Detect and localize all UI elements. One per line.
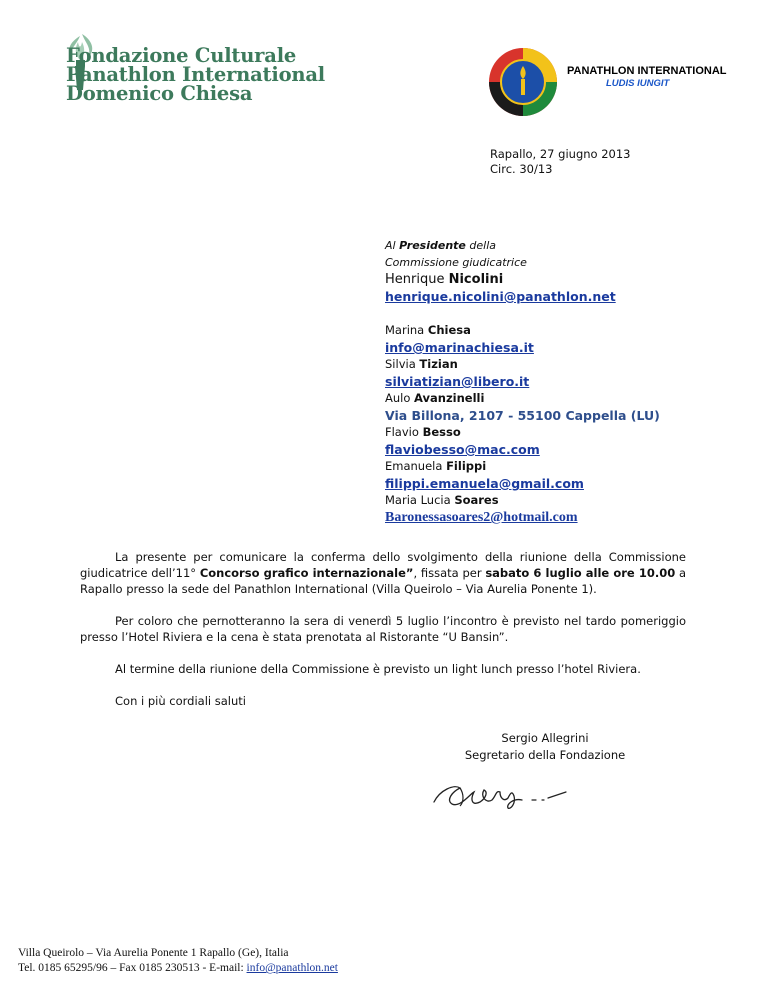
body-paragraph: Al termine della riunione della Commissione è previsto un light lunch presso l’hotel Riviera. xyxy=(115,662,641,676)
member-name: Emanuela Filippi xyxy=(385,459,487,473)
addressee-block xyxy=(385,237,660,529)
member-email-link[interactable]: filippi.emanuela@gmail.com xyxy=(385,476,584,491)
spacer xyxy=(385,305,660,322)
footer-address: Villa Queirolo – Via Aurelia Ponente 1 Rapallo (Ge), Italia xyxy=(18,947,289,959)
date-block xyxy=(490,147,631,177)
member-name: Aulo Avanzinelli xyxy=(385,391,485,405)
commission-label: Commissione giudicatrice xyxy=(385,256,527,269)
footer xyxy=(18,946,338,976)
recipient-role: Al Presidente della xyxy=(385,239,496,252)
footer-email-link[interactable]: info@panathlon.net xyxy=(246,962,338,974)
handwritten-signature-icon xyxy=(430,772,570,814)
foundation-logo-text xyxy=(66,46,325,103)
member-email-link[interactable]: Baronessasoares2@hotmail.com xyxy=(385,510,578,525)
org-name-line3: Domenico Chiesa xyxy=(66,82,253,105)
panathlon-motto: LUDIS IUNGIT xyxy=(606,78,670,89)
president-name: Henrique Nicolini xyxy=(385,272,504,287)
letter-date: Rapallo, 27 giugno 2013 xyxy=(490,147,631,161)
member-postal-address: Via Billona, 2107 - 55100 Cappella (LU) xyxy=(385,408,660,423)
president-email-link[interactable]: henrique.nicolini@panathlon.net xyxy=(385,289,616,304)
letter-body xyxy=(80,549,686,709)
closing-salutation: Con i più cordiali saluti xyxy=(115,694,246,708)
signatory-name: Sergio Allegrini xyxy=(501,731,589,745)
org-name-line1: Fondazione Culturale xyxy=(66,44,297,67)
member-email-link[interactable]: info@marinachiesa.it xyxy=(385,340,534,355)
member-name: Maria Lucia Soares xyxy=(385,493,499,507)
panathlon-emblem-icon xyxy=(487,46,559,118)
org-name-line2: Panathlon International xyxy=(66,63,325,86)
body-paragraph: La presente per comunicare la conferma dello svolgimento della riunione della Commissione giudicatrice dell’11° Concorso grafico internazionale”, fissata per sabato 6 luglio alle ore 10.00 a Rapallo presso la sede del Panathlon International (Villa Queirolo – Via Aurelia Ponente 1). xyxy=(80,550,687,596)
panathlon-name: PANATHLON INTERNATIONAL xyxy=(567,65,727,77)
footer-contacts: Tel. 0185 65295/96 – Fax 0185 230513 - E-mail: info@panathlon.net xyxy=(18,962,338,974)
member-name: Flavio Besso xyxy=(385,425,461,439)
member-email-link[interactable]: flaviobesso@mac.com xyxy=(385,442,540,457)
member-email-link[interactable]: silviatizian@libero.it xyxy=(385,374,530,389)
member-name: Silvia Tizian xyxy=(385,357,458,371)
member-name: Marina Chiesa xyxy=(385,323,471,337)
signatory-title: Segretario della Fondazione xyxy=(464,748,626,762)
circular-number: Circ. 30/13 xyxy=(490,162,553,176)
signature-block xyxy=(450,730,640,764)
body-paragraph: Per coloro che pernotteranno la sera di venerdì 5 luglio l’incontro è previsto nel tardo pomeriggio presso l’Hotel Riviera e la cena è stata prenotata al Ristorante “U Bansin”. xyxy=(80,614,686,644)
